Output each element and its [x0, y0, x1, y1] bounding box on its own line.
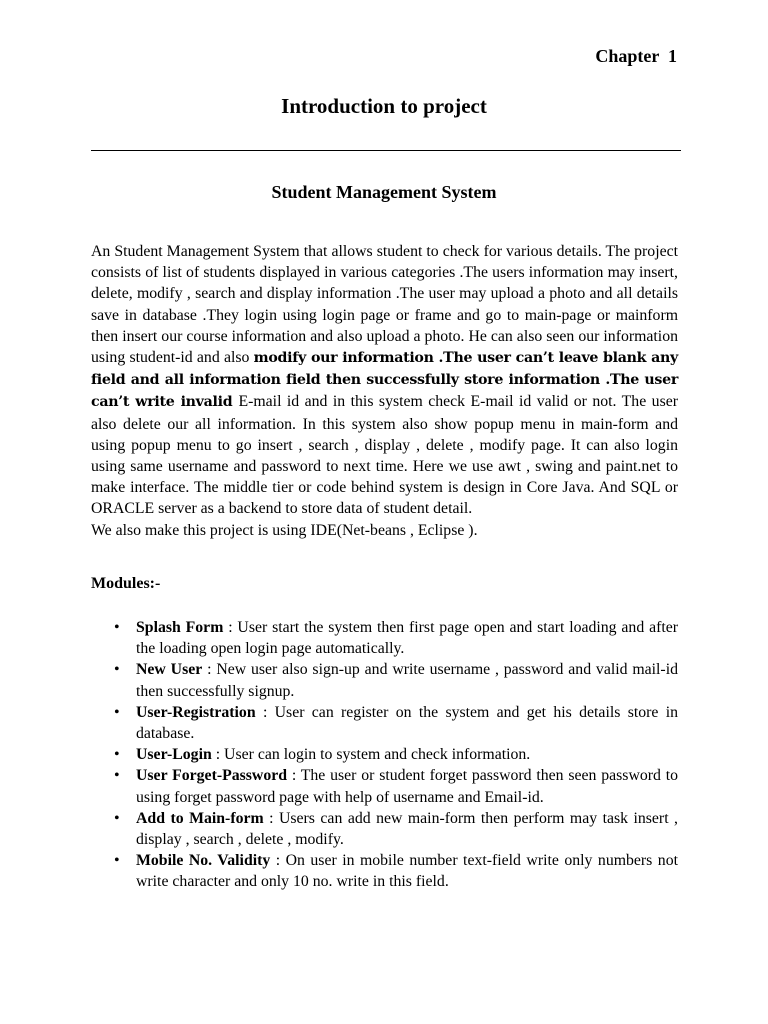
module-term: Splash Form — [136, 619, 224, 636]
bullet-icon: • — [114, 809, 120, 827]
list-item — [114, 617, 678, 659]
bullet-icon: • — [114, 703, 120, 721]
intro-text — [91, 241, 678, 520]
list-item — [114, 744, 678, 765]
module-term: Mobile No. Validity — [136, 852, 271, 870]
list-item — [114, 808, 678, 850]
bullet-icon: • — [114, 746, 120, 764]
module-term: User-Login — [136, 746, 212, 764]
section-subtitle: Student Management System — [271, 182, 497, 202]
module-desc: : Users can add new main-form then perform may task insert , display , search , delete , modify. — [136, 809, 679, 849]
bullet-icon: • — [114, 619, 120, 636]
module-term: Add to Main-form — [136, 809, 264, 827]
module-term: New User — [136, 661, 203, 679]
module-desc: : User start the system then first page open and start loading and after the loading open login page automatically. — [136, 619, 678, 658]
horizontal-divider — [91, 150, 681, 151]
list-item — [114, 659, 678, 701]
module-desc: : User can login to system and check information. — [211, 746, 531, 764]
list-item — [114, 702, 678, 744]
bullet-icon: • — [114, 767, 120, 785]
modules-list — [114, 617, 678, 893]
intro-ide-line: We also make this project is using IDE(Net-beans , Eclipse ). — [91, 521, 478, 539]
chapter-label: Chapter 1 — [595, 46, 677, 66]
module-desc: : On user in mobile number text-field write only numbers not write character and only 10 no. write in this field. — [136, 852, 678, 891]
module-desc: : User can register on the system and get his details store in database. — [136, 703, 678, 743]
bullet-icon: • — [114, 852, 120, 870]
list-item — [114, 765, 678, 807]
intro-part3: E-mail id and in this system check E-mail id valid or not. The user also delete our all information. In this system also show popup menu in main-form and using popup menu to go insert , search , display , delete , modify page. It can also login using same username and password to next time. Here we use awt , swing and paint.net to make interface. The middle tier or code behind system is design in Core Java. And SQL or ORACLE server as a backend to store data of student detail. — [91, 393, 678, 518]
module-desc: : The user or student forget password then seen password to using forget password page with help of username and Email-id. — [136, 767, 678, 806]
bullet-icon: • — [114, 661, 120, 679]
module-term: User-Registration — [136, 703, 256, 721]
intro-part1: An Student Management System that allows student to check for various details. The project consists of list of students displayed in various categories .The users information may insert, delete, modify , search and display information .The user may upload a photo and all details save in database .They login using login page or frame and go to main-page or mainform then insert our course information and also upload a photo. He can also seen our information using student-id and also — [91, 243, 678, 367]
module-desc: : New user also sign-up and write username , password and valid mail-id then successfully signup. — [136, 661, 678, 700]
intro-bold-text: modify our information .The user can’t leave blank any field and all information field then successfully store information .The user can’t write invalid — [91, 350, 678, 411]
modules-heading: Modules:- — [91, 575, 161, 592]
page-title: Introduction to project — [281, 94, 487, 118]
intro-paragraph — [91, 241, 678, 541]
module-term: User Forget-Password — [136, 767, 288, 785]
list-item — [114, 850, 678, 892]
